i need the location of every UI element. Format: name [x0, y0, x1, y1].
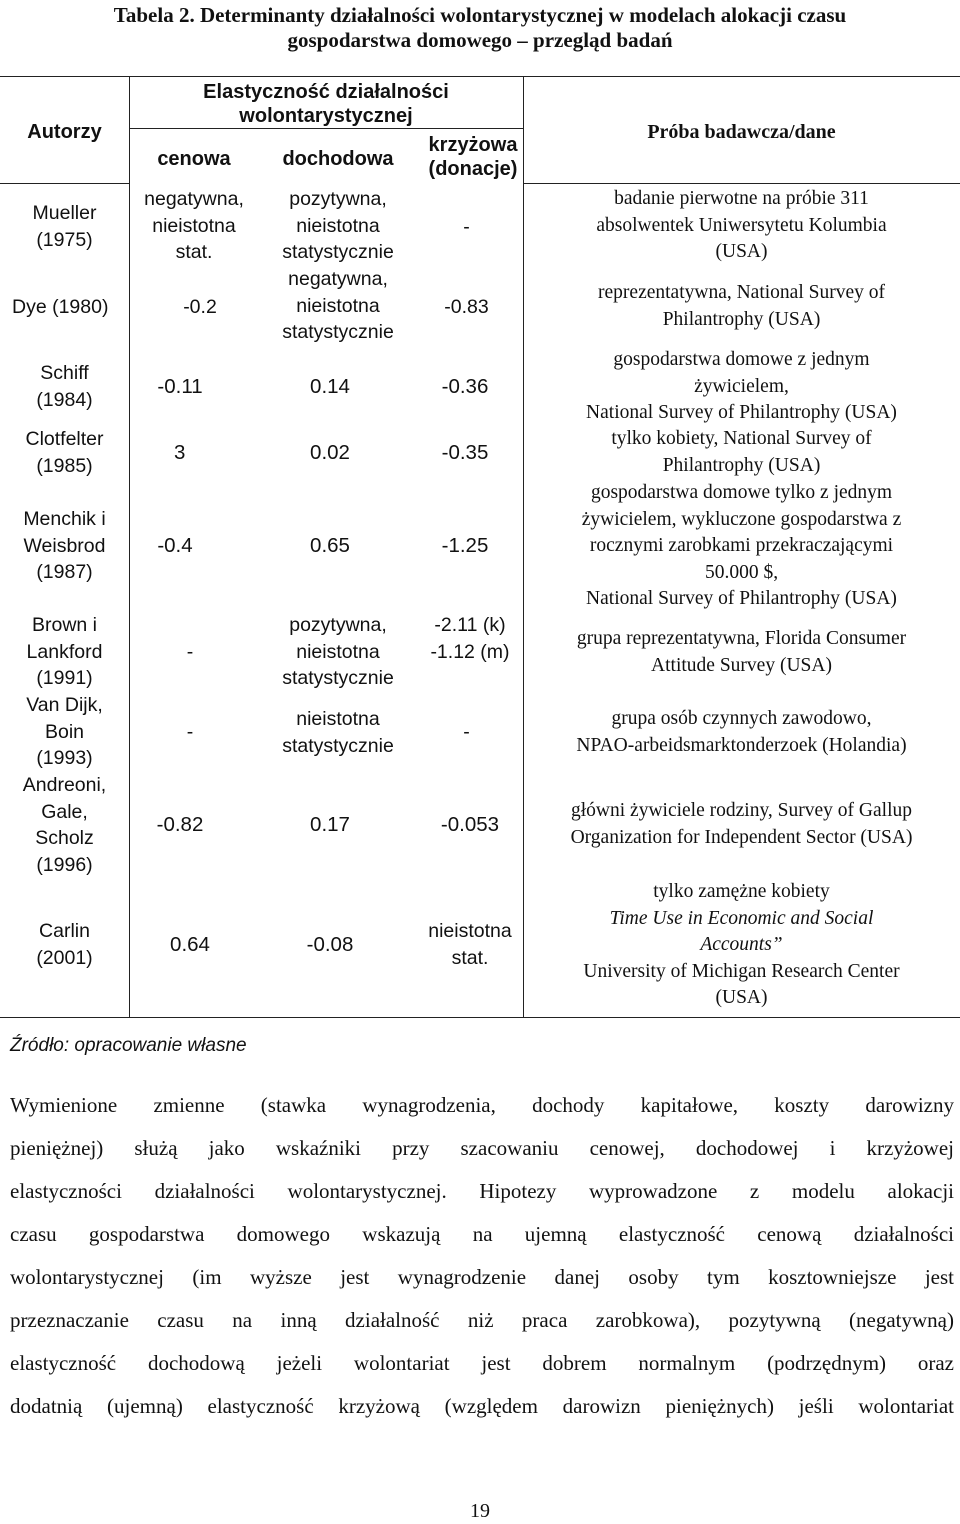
row-cross: -2.11 (k) -1.12 (m) — [430, 614, 510, 663]
source-note: Źródło: opracowanie własne — [10, 1035, 247, 1056]
body-paragraph — [10, 1084, 954, 1428]
row-income: 0.17 — [310, 813, 350, 836]
table-header-divider — [129, 128, 523, 129]
table-top-border — [0, 76, 960, 77]
row-sample: gospodarstwa domowe tylko z jednym żywicielem, wykluczone gospodarstwa z rocznymi zarobkami przekraczającymi 50.000 $, National Survey of Philantrophy (USA) — [581, 482, 902, 609]
table-bottom-border — [0, 1017, 960, 1018]
paragraph-line: Wymienione zmienne (stawka wynagrodzenia, dochody kapitałowe, koszty darowizny — [10, 1093, 954, 1117]
table-header-divider — [0, 183, 130, 184]
paragraph-line: pieniężnej) służą jako wskaźniki przy szacowaniu cenowej, dochodowej i krzyżowej — [10, 1136, 954, 1160]
row-author: Van Dijk, Boin (1993) — [26, 694, 103, 769]
paragraph-line: przeznaczanie czasu na inną działalność niż praca zarobkowa), pozytywną (negatywną) — [10, 1308, 954, 1332]
row-cross: -0.83 — [444, 296, 489, 318]
paragraph-line: wolontarystycznej (im wyższe jest wynagrodzenie danej osoby tym kosztowniejsze jest — [10, 1265, 954, 1289]
row-income: pozytywna, nieistotna statystycznie — [282, 614, 394, 689]
header-income: dochodowa — [282, 148, 394, 170]
row-cross: - — [463, 216, 470, 238]
paragraph-line: elastyczność dochodową jeżeli wolontariat jest dobrem normalnym (podrzędnym) oraz — [10, 1351, 954, 1375]
table-title — [10, 3, 950, 53]
table-header-divider — [523, 183, 960, 184]
row-sample: tylko kobiety, National Survey of Philantrophy (USA) — [611, 428, 872, 476]
row-price: - — [186, 721, 194, 743]
header-sample: Próba badawcza/dane — [647, 121, 836, 143]
row-sample: gospodarstwa domowe z jednym żywicielem, National Survey of Philantrophy (USA) — [586, 349, 897, 423]
row-price: -0.11 — [157, 375, 203, 398]
row-author: Mueller (1975) — [32, 202, 97, 251]
row-income: negatywna, nieistotna statystycznie — [282, 268, 394, 343]
row-income: 0.65 — [310, 534, 350, 557]
header-authors: Autorzy — [27, 121, 102, 143]
paragraph-line: czasu gospodarstwa domowego wskazują na ujemną elastyczność cenową działalności — [10, 1222, 954, 1246]
row-price: 3 — [174, 441, 186, 464]
row-author: Andreoni, Gale, Scholz (1996) — [22, 774, 107, 876]
table-title-line2: gospodarstwa domowego – przegląd badań — [287, 28, 673, 52]
row-price: -0.82 — [156, 813, 204, 836]
row-author: Menchik i Weisbrod (1987) — [23, 508, 106, 583]
row-income: nieistotna statystycznie — [282, 708, 394, 757]
row-price: -0.4 — [157, 534, 193, 557]
header-price: cenowa — [157, 148, 231, 170]
paragraph-line: dodatnią (ujemną) elastyczność krzyżową (względem darowizn pieniężnych) jeśli wolontariat — [10, 1394, 954, 1418]
row-cross: - — [463, 721, 470, 743]
row-author: Clotfelter (1985) — [25, 428, 104, 477]
row-cross: -0.36 — [441, 375, 489, 398]
row-author: Dye (1980) — [12, 296, 109, 318]
row-sample: tylko zamężne kobiety Time Use in Economic and Social Accounts” University of Michigan Research Center (USA) — [583, 881, 900, 1008]
row-author: Brown i Lankford (1991) — [26, 614, 103, 689]
row-price: negatywna, nieistotna stat. — [144, 188, 244, 263]
row-income: 0.02 — [310, 441, 350, 464]
row-income: 0.14 — [310, 375, 350, 398]
row-cross: -1.25 — [441, 534, 489, 557]
row-sample: główni żywiciele rodziny, Survey of Gallup Organization for Independent Sector (USA) — [570, 800, 913, 848]
row-author: Carlin (2001) — [36, 920, 93, 969]
row-author: Schiff (1984) — [36, 362, 93, 411]
row-cross: -0.053 — [440, 813, 500, 836]
row-sample: reprezentatywna, National Survey of Philantrophy (USA) — [598, 282, 885, 330]
row-sample: badanie pierwotne na próbie 311 absolwentek Uniwersytetu Kolumbia (USA) — [596, 188, 887, 262]
table-title-line1: Tabela 2. Determinanty działalności wolontarystycznej w modelach alokacji czasu — [113, 3, 847, 27]
page-number: 19 — [470, 1500, 490, 1522]
row-sample: grupa osób czynnych zawodowo, NPAO-arbeidsmarktonderzoek (Holandia) — [576, 708, 907, 756]
row-price: - — [186, 641, 194, 663]
row-price: -0.2 — [183, 296, 217, 318]
row-cross: -0.35 — [441, 441, 489, 464]
row-income: -0.08 — [306, 933, 354, 956]
row-cross: nieistotna stat. — [428, 920, 512, 969]
row-sample: grupa reprezentatywna, Florida Consumer Attitude Survey (USA) — [576, 628, 907, 676]
determinants-table — [0, 76, 960, 1020]
row-price: 0.64 — [170, 933, 210, 956]
paragraph-line: elastyczności działalności wolontarystycznej. Hipotezy wyprowadzone z modelu alokacji — [10, 1179, 954, 1203]
header-elasticity-group: Elastyczność działalności wolontarystycznej — [203, 81, 449, 127]
header-cross: krzyżowa (donacje) — [428, 134, 518, 180]
row-income: pozytywna, nieistotna statystycznie — [282, 188, 394, 263]
